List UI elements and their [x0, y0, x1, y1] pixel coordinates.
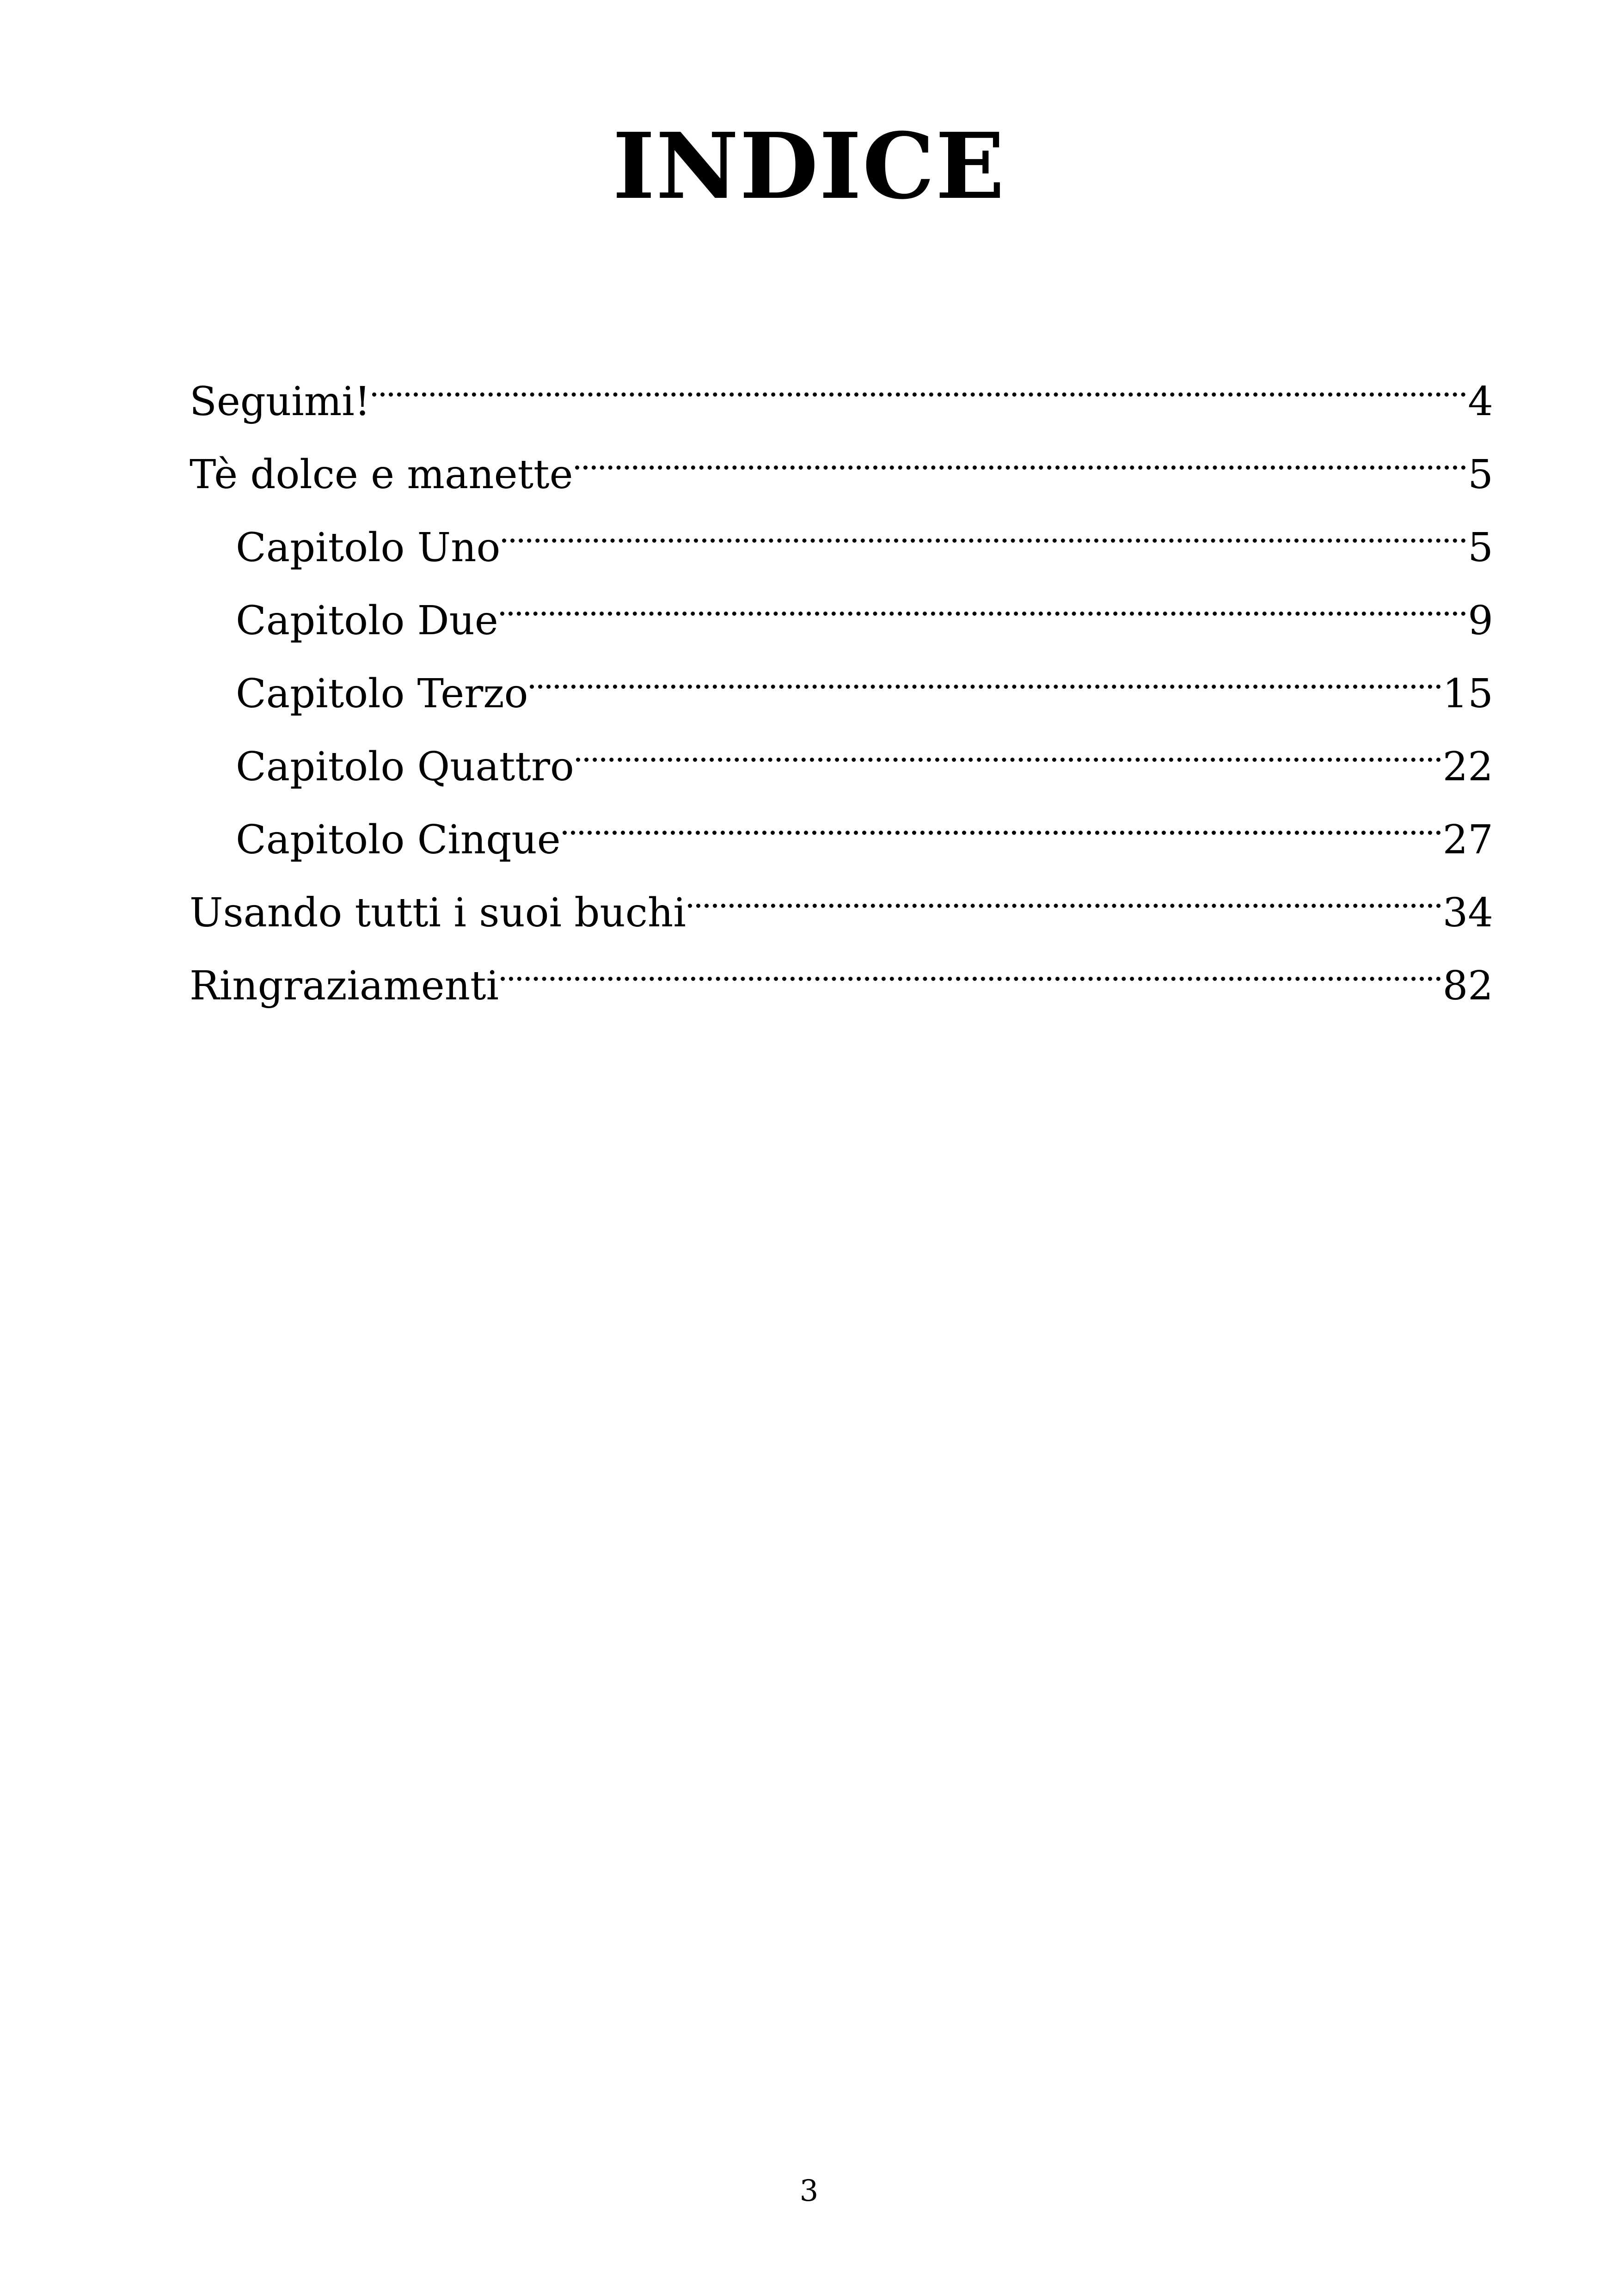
dot-leader: [575, 415, 1466, 488]
toc-entry-page: 5: [1468, 525, 1493, 571]
toc-entry-page: 9: [1468, 598, 1493, 644]
toc-entry-label: Capitolo Cinque: [236, 817, 561, 863]
toc-entry-label: Capitolo Quattro: [236, 744, 574, 790]
dot-leader: [500, 561, 1466, 634]
dot-leader: [576, 707, 1441, 780]
toc-entry-page: 82: [1442, 963, 1493, 1009]
toc-entry-label: Capitolo Due: [236, 598, 498, 644]
toc-entry-page: 22: [1442, 744, 1493, 790]
table-of-contents: [190, 342, 1493, 1009]
dot-leader: [688, 853, 1441, 926]
dot-leader: [372, 342, 1466, 415]
toc-entry-page: 15: [1442, 671, 1493, 717]
toc-entry-te-dolce-e-manette[interactable]: [190, 415, 1493, 498]
page-number: 3: [799, 2174, 819, 2208]
toc-entry-label: Usando tutti i suoi buchi: [190, 890, 686, 936]
toc-entry-page: 5: [1468, 452, 1493, 498]
dot-leader: [501, 926, 1441, 999]
toc-entry-page: 34: [1442, 890, 1493, 936]
toc-entry-label: Capitolo Uno: [236, 525, 501, 571]
dot-leader: [502, 488, 1466, 561]
toc-entry-label: Capitolo Terzo: [236, 671, 528, 717]
page-title: INDICE: [613, 113, 1005, 220]
toc-entry-page: 27: [1442, 817, 1493, 863]
toc-entry-label: Seguimi!: [190, 379, 371, 425]
toc-entry-label: Tè dolce e manette: [190, 452, 573, 498]
dot-leader: [530, 634, 1440, 707]
dot-leader: [563, 780, 1441, 853]
toc-entry-label: Ringraziamenti: [190, 963, 499, 1009]
toc-entry-seguimi[interactable]: [190, 342, 1493, 425]
toc-entry-page: 4: [1468, 379, 1493, 425]
